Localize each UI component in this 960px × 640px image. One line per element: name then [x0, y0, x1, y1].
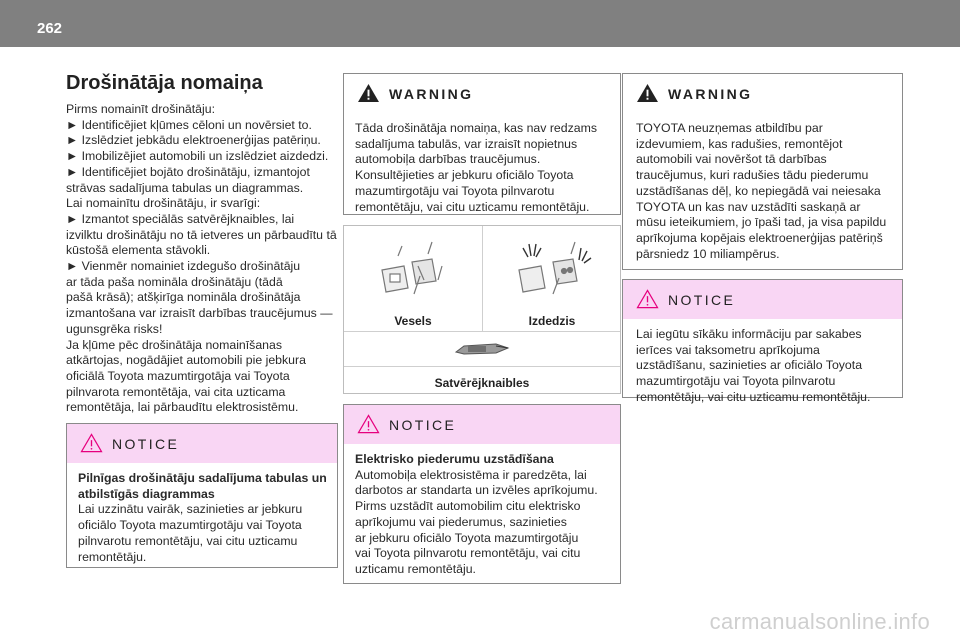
text-line: pilnvarotu remontētāju, vai citu uzticamu [78, 533, 298, 548]
text-line: ► Izslēdziet jebkādu elektroenerģijas patēriņu. [66, 133, 321, 148]
figure-divider [344, 331, 620, 332]
text-line: aprīkojumu vai piederumus, sazinieties [355, 514, 567, 529]
blown-fuse-illustration [509, 234, 599, 306]
text-line: oficiālā Toyota mazumtirgotāja vai Toyota [66, 368, 290, 383]
notice-title: NOTICE [389, 417, 457, 433]
text-line: automobiļa darbības traucējumus. [355, 152, 541, 167]
text-line: mūsu ieteikumiem, jo īpaši tad, ja visa papildu [636, 215, 887, 230]
text-line: uzstādīšanu, sazinieties ar oficiālo Toyota [636, 358, 863, 373]
figure-divider [344, 366, 620, 367]
warning-header [623, 74, 902, 113]
blown-fuse-label: Izdedzis [528, 314, 576, 328]
text-line: TOYOTA neuzņemas atbildību par [636, 121, 823, 135]
fuse-figure-table [343, 225, 621, 394]
notice-body [623, 319, 902, 414]
text-line: Ja kļūme pēc drošinātāja nomainīšanas [66, 337, 283, 352]
warning-body [623, 113, 902, 270]
text-line: ► Imobilizējiet automobili un izslēdziet aizdedzi. [66, 149, 329, 164]
text-line: Pirms uzstādīt automobilim citu elektrisko [355, 499, 581, 514]
warning-triangle-icon [357, 83, 380, 103]
notice-header [623, 280, 902, 319]
notice-subtitle: Elektrisko piederumu uzstādīšana [355, 452, 554, 466]
text-line: ugunsgrēka risks! [66, 321, 163, 336]
text-line: pilnvarota remontētāja, vai cita uzticama [66, 384, 286, 399]
text-line: ar tāda paša nomināla drošinātāju (tādā [66, 274, 283, 289]
notice-title: NOTICE [668, 292, 736, 308]
text-line: mazumtirgotāju vai Toyota pilnvarotu [636, 374, 836, 389]
notice-subtitle: Pilnīgas drošinātāju sadalījuma tabulas un [78, 471, 327, 485]
text-line: ► Vienmēr nomainiet izdegušo drošinātāju [66, 259, 301, 274]
text-line: kūstošā elementa stāvokli. [66, 243, 211, 258]
text-line: remontētāja, lai pārbaudītu elektrosistēmu. [66, 400, 299, 415]
text-line: Lai iegūtu sīkāku informāciju par sakabes [636, 327, 862, 341]
text-line: TOYOTA un kas nav uzstādīti saskaņā ar [636, 199, 861, 214]
notice-body [67, 463, 337, 573]
tweezers-illustration [452, 338, 512, 360]
notice-box-right [622, 279, 903, 404]
main-section [66, 72, 346, 416]
notice-title: NOTICE [112, 436, 180, 452]
warning-header [344, 74, 620, 113]
text-line: izvilktu drošinātāju no tā ietveres un pārbaudītu tā [66, 227, 337, 242]
text-line: remontētāju, vai citu uzticamu remontētāju. [355, 199, 590, 214]
text-line: pašā krāsā); atšķirīga nomināla drošinātāja [66, 290, 301, 305]
text-line: automobili vai novēršot tā darbības [636, 152, 827, 167]
watermark: carmanualsonline.info [709, 609, 930, 634]
warning-body [344, 113, 620, 223]
notice-box-middle [343, 404, 621, 584]
main-text [66, 102, 346, 416]
text-line: darbotos ar standarta un izvēles aprīkojumu. [355, 483, 598, 498]
text-line: atkārtojas, nogādājiet automobili pie jebkura [66, 353, 306, 368]
text-line: ar jebkuru oficiālo Toyota mazumtirgotāju [355, 530, 579, 545]
text-line: uzstādīšanas dēļ, ko nepiegādā vai neiesaka [636, 183, 881, 198]
warning-title: WARNING [668, 86, 753, 102]
text-line: Konsultējieties ar jebkuru oficiālo Toyota [355, 168, 574, 183]
text-line: Automobiļa elektrosistēma ir paredzēta, lai [355, 467, 587, 482]
warning-box-middle [343, 73, 621, 215]
text-line: izdevumiem, kas radušies, remontējot [636, 136, 843, 151]
text-line: mazumtirgotāju vai Toyota pilnvarotu [355, 183, 555, 198]
warning-triangle-icon [80, 433, 103, 453]
text-line: pārsniedz 10 miliampērus. [636, 246, 780, 261]
notice-box-left [66, 423, 338, 568]
notice-header [67, 424, 337, 463]
text-line: ierīces vai taksometru aprīkojuma [636, 342, 820, 357]
warning-triangle-icon [636, 83, 659, 103]
notice-subtitle: atbilstīgās diagrammas [78, 486, 215, 501]
text-line: Tāda drošinātāja nomaiņa, kas nav redzams [355, 121, 597, 135]
text-line: ► Identificējiet bojāto drošinātāju, izmantojot [66, 164, 310, 179]
page-number: 262 [37, 20, 63, 37]
intact-fuse-label: Vesels [394, 314, 432, 328]
intact-fuse-illustration [372, 236, 457, 306]
text-line: remontētāju, vai citu uzticamu remontētāju. [636, 389, 871, 404]
page-title: Drošinātāja nomaiņa [66, 72, 263, 94]
text-line: traucējumus, kuri radušies tādu piederumu [636, 168, 869, 183]
notice-header [344, 405, 620, 444]
text-line: oficiālo Toyota mazumtirgotāju vai Toyota [78, 518, 302, 533]
text-line: Pirms nomainīt drošinātāju: [66, 102, 215, 116]
text-line: ► Izmantot speciālās satvērējknaibles, lai [66, 211, 295, 226]
text-line: vai Toyota pilnvarotu remontētāju, vai citu [355, 546, 581, 561]
notice-body [344, 444, 620, 586]
warning-box-right [622, 73, 903, 270]
text-line: ► Identificējiet kļūmes cēloni un novērsiet to. [66, 117, 312, 132]
text-line: remontētāju. [78, 549, 147, 564]
text-line: Lai uzzinātu vairāk, sazinieties ar jebkuru [78, 502, 303, 517]
text-line: aprīkojuma kopējais elektroenerģijas patēriņš [636, 230, 883, 245]
warning-title: WARNING [389, 86, 474, 102]
text-line: uzticamu remontētāju. [355, 561, 476, 576]
tweezers-label: Satvērējknaibles [434, 376, 530, 390]
text-line: Lai nomainītu drošinātāju, ir svarīgi: [66, 196, 261, 211]
text-line: strāvas sadalījuma tabulas un diagrammas. [66, 180, 304, 195]
text-line: izmantošana var izraisīt darbības traucējumus — [66, 306, 333, 321]
page-header-bar [0, 0, 960, 47]
warning-triangle-icon [636, 289, 659, 309]
warning-triangle-icon [357, 414, 380, 434]
text-line: sadalījuma tabulās, var izraisīt nopietnus [355, 136, 578, 151]
